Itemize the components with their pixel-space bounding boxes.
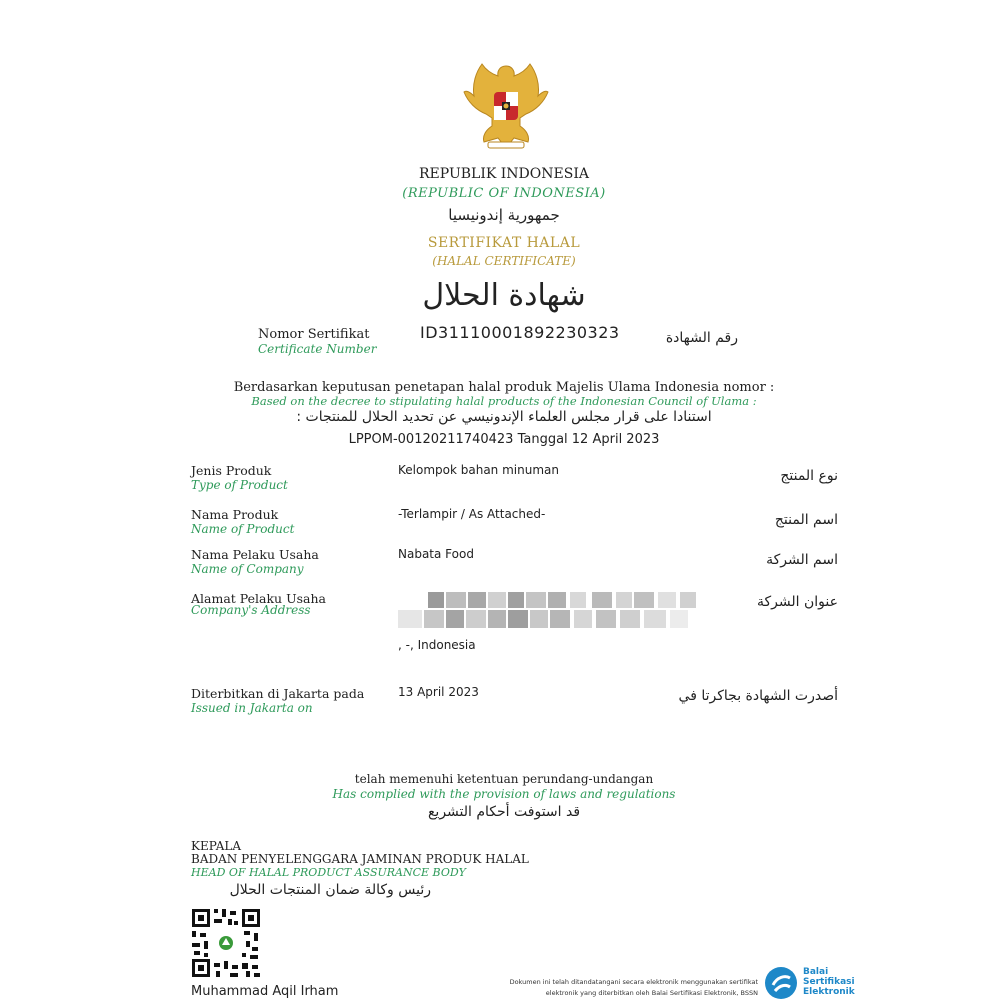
field-value: Kelompok bahan minuman xyxy=(398,463,559,477)
field-label-ar: نوع المنتج xyxy=(780,468,838,484)
qr-code-icon xyxy=(190,907,262,979)
country-name-ar: جمهورية إندونيسيا xyxy=(448,206,560,224)
certificate-title: SERTIFIKAT HALAL xyxy=(427,235,581,251)
bsre-logo-text xyxy=(803,967,855,997)
signatory-agency-ar: رئيس وكالة ضمان المنتجات الحلال xyxy=(229,882,431,898)
field-label: Jenis Produk xyxy=(191,463,272,478)
issued-label-ar: أصدرت الشهادة بجاكرتا في xyxy=(678,688,838,704)
company-address-value: , -, Indonesia xyxy=(398,638,476,652)
field-label-en: Company's Address xyxy=(191,603,311,617)
certificate-number-label-en: Certificate Number xyxy=(258,342,377,356)
country-name: REPUBLIK INDONESIA xyxy=(419,166,589,182)
bsre-line2: Sertifikasi xyxy=(803,977,855,987)
field-label-ar: اسم الشركة xyxy=(766,552,838,568)
country-name-en: (REPUBLIC OF INDONESIA) xyxy=(402,186,606,201)
basis-line: Berdasarkan keputusan penetapan halal produk Majelis Ulama Indonesia nomor : xyxy=(233,380,775,395)
certificate-title-en: (HALAL CERTIFICATE) xyxy=(432,254,576,268)
electronic-signature-note-line2: elektronik yang diterbitkan oleh Balai Sertifikasi Elektronik, BSSN xyxy=(545,989,758,997)
bsre-line1: Balai xyxy=(803,967,829,977)
signatory-title: KEPALA xyxy=(191,839,241,853)
certificate-number-label: Nomor Sertifikat xyxy=(258,327,370,342)
field-value: -Terlampir / As Attached- xyxy=(398,507,546,521)
bsre-line3: Elektronik xyxy=(803,987,855,997)
signatory-agency-en: HEAD OF HALAL PRODUCT ASSURANCE BODY xyxy=(191,866,466,879)
field-label-ar: عنوان الشركة xyxy=(757,594,838,610)
electronic-signature-note-line1: Dokumen ini telah ditandatangani secara elektronik menggunakan sertifikat xyxy=(509,978,758,986)
basis-line-ar: استنادا على قرار مجلس العلماء الإندونيسي عن تحديد الحلال للمنتجات : xyxy=(296,409,712,425)
certificate-number-label-ar: رقم الشهادة xyxy=(665,330,738,346)
issued-label: Diterbitkan di Jakarta pada xyxy=(191,686,365,701)
field-label-en: Type of Product xyxy=(191,478,288,492)
garuda-emblem-icon xyxy=(462,62,550,154)
issued-label-en: Issued in Jakarta on xyxy=(191,701,313,715)
bsre-logo-icon xyxy=(763,965,799,1001)
issued-date: 13 April 2023 xyxy=(398,685,479,699)
redacted-address-pixelation xyxy=(398,590,700,640)
signatory-agency: BADAN PENYELENGGARA JAMINAN PRODUK HALAL xyxy=(191,852,529,866)
compliance-line-en: Has complied with the provision of laws and regulations xyxy=(332,787,676,801)
certificate-title-ar: شهادة الحلال xyxy=(422,278,586,313)
compliance-line-ar: قد استوفت أحكام التشريع xyxy=(427,804,581,820)
compliance-line: telah memenuhi ketentuan perundang-undangan xyxy=(354,772,654,786)
basis-line-en: Based on the decree to stipulating halal products of the Indonesian Council of Ulama : xyxy=(251,394,757,408)
field-label: Alamat Pelaku Usaha xyxy=(191,591,326,606)
field-value: Nabata Food xyxy=(398,547,474,561)
field-label-en: Name of Company xyxy=(191,562,304,576)
field-label: Nama Produk xyxy=(191,507,279,522)
signatory-name: Muhammad Aqil Irham xyxy=(191,984,339,999)
field-label: Nama Pelaku Usaha xyxy=(191,547,319,562)
field-label-ar: اسم المنتج xyxy=(774,512,838,528)
decree-reference: LPPOM-00120211740423 Tanggal 12 April 2023 xyxy=(348,432,660,447)
certificate-number: ID31110001892230323 xyxy=(420,323,620,342)
field-label-en: Name of Product xyxy=(191,522,295,536)
